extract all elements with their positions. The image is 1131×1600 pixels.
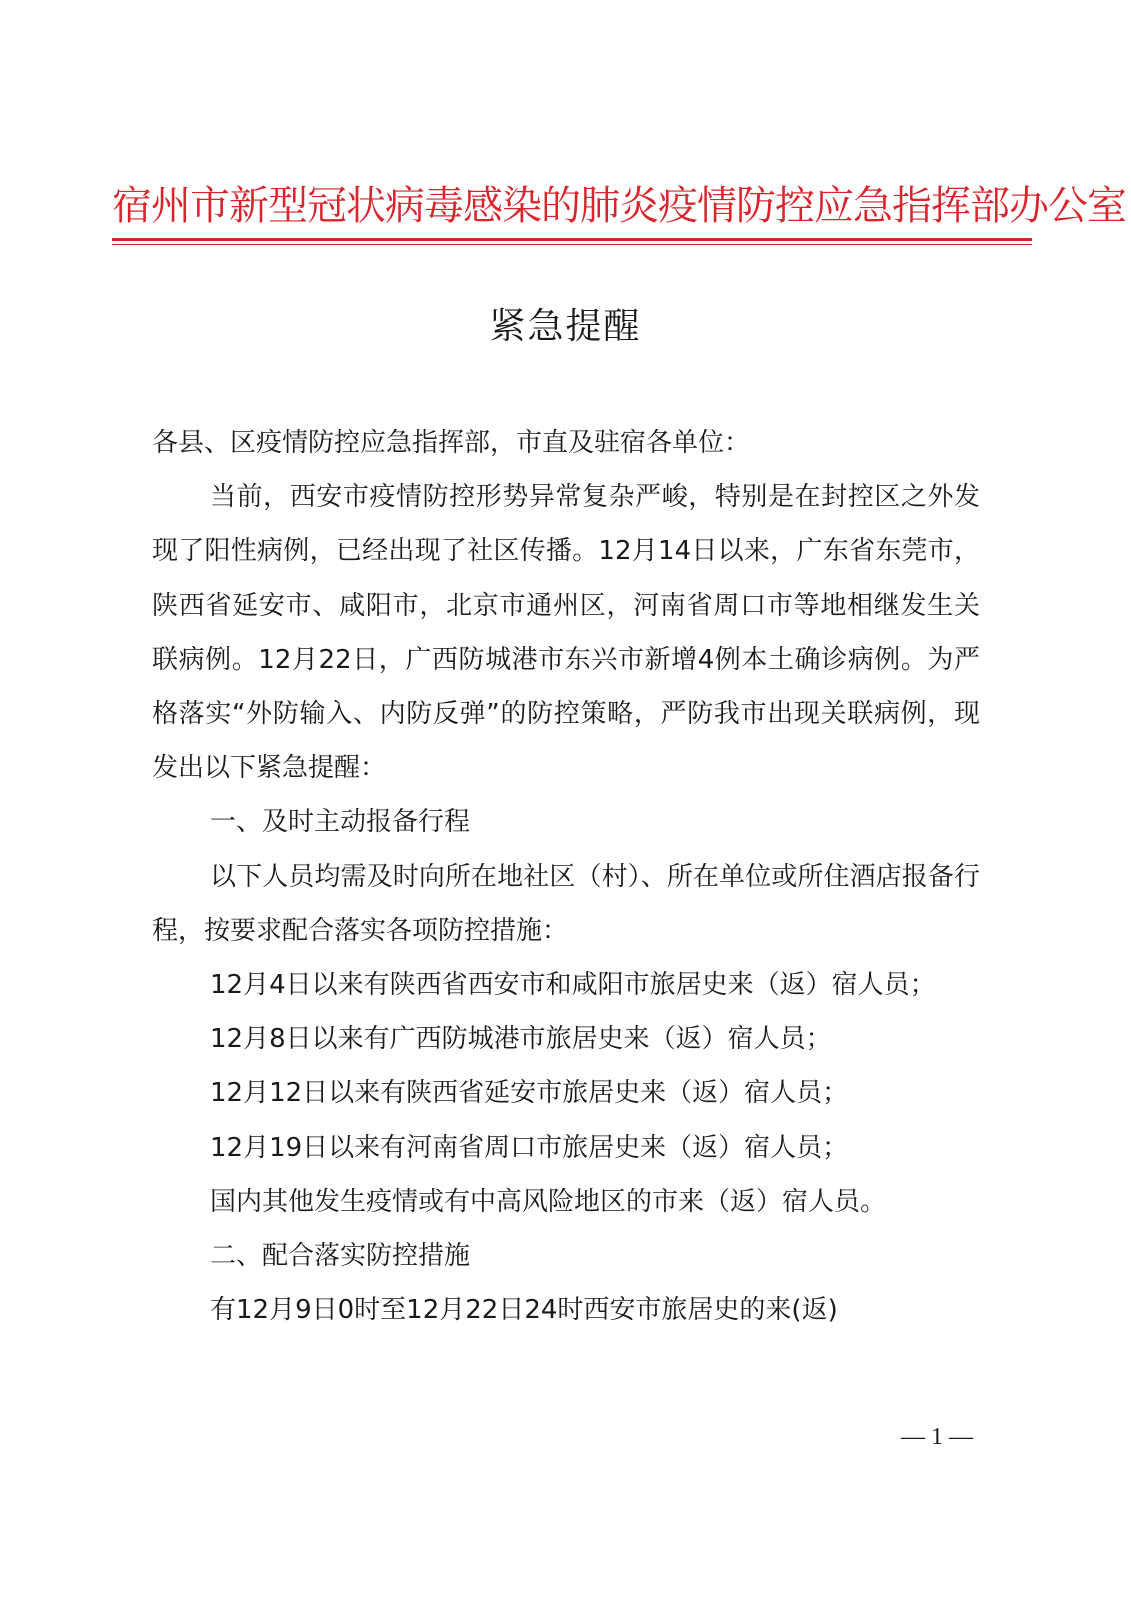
document-title: 紧急提醒 <box>489 306 642 347</box>
list-item: 12月8日以来有广西防城港市旅居史来（返）宿人员； <box>210 1024 832 1055</box>
list-item: 12月4日以来有陕西省西安市和咸阳市旅居史来（返）宿人员； <box>210 970 936 1001</box>
paragraph: 有12月9日0时至12月22日24时西安市旅居史的来(返) <box>210 1295 838 1326</box>
list-item: 国内其他发生疫情或有中高风险地区的市来（返）宿人员。 <box>210 1186 887 1217</box>
list-item: 12月19日以来有河南省周口市旅居史来（返）宿人员； <box>210 1132 849 1163</box>
paragraph: 以下人员均需及时向所在地社区（村）、所在单位或所住酒店报备行程，按要求配合落实各项防控措施： <box>152 861 980 946</box>
section-heading-1: 一、及时主动报备行程 <box>210 807 471 838</box>
section-heading-2: 二、配合落实防控措施 <box>210 1241 471 1272</box>
list-item: 12月12日以来有陕西省延安市旅居史来（返）宿人员； <box>210 1078 849 1109</box>
header-rule-thick <box>112 238 1032 241</box>
header-rule-thin <box>112 244 1032 245</box>
document-body <box>152 416 980 1337</box>
issuing-office-header: 宿州市新型冠状病毒感染的肺炎疫情防控应急指挥部办公室 <box>112 183 1126 229</box>
paragraph: 各县、区疫情防控应急指挥部，市直及驻宿各单位： <box>152 428 751 458</box>
page-number: — 1 — <box>901 1424 973 1450</box>
paragraph: 当前，西安市疫情防控形势异常复杂严峻，特别是在封控区之外发现了阳性病例，已经出现了社区传播。12月14日以来，广东省东莞市，陕西省延安市、咸阳市，北京市通州区，河南省周口市等地相继发生关联病例。12月22日，广西防城港市东兴市新增4例本土确诊病例。为严格落实“外防输入、内防反弹”的防控策略，严防我市出现关联病例，现发出以下紧急提醒： <box>152 482 980 784</box>
